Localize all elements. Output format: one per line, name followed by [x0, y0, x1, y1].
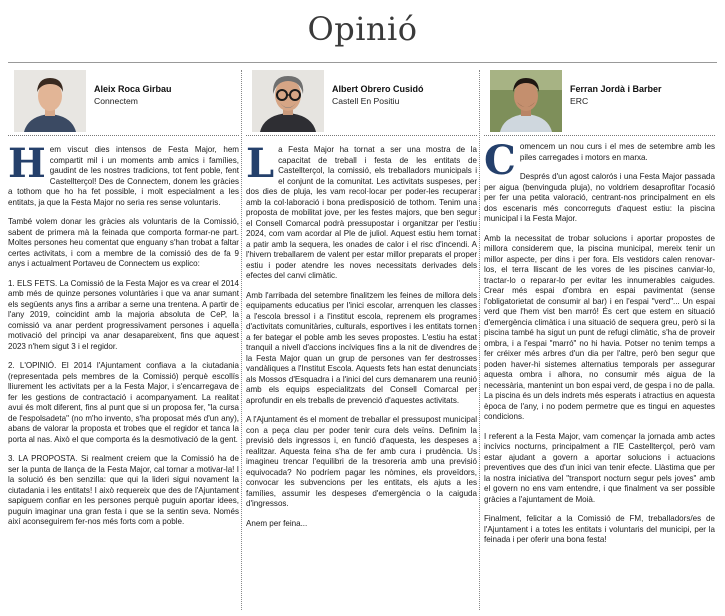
author-portrait-icon: [14, 70, 86, 132]
author-photo: [14, 70, 86, 132]
paragraph: 3. LA PROPOSTA. Si realment creiem que la Comissió ha de ser la punta de llança de la Festa Major, cal tornar a motivar-la! I la solució és ben senzilla: que qui la lideri sigui novament la ciutadania i les entitats! I això requereix que des de l'Ajuntament sapiguem confiar en les persones perquè puguin aportar idees, puguin imaginar una gran festa i que se la sentin seva. Només així aconseguirem fer-nos més forts com a poble.: [8, 454, 239, 526]
paragraph: Amb la necessitat de trobar solucions i aportar propostes de millora considerem que, la piscina municipal, mereix tenir un millor aspecte, per dins i per fora. Els vestidors calen renovar-los, el terra lliscant de les vores de les piscines canviar-lo, tractar-lo o reparar-lo per evitar les innumerables caigudes. Crear més espai d'ombra en espai pavimentat (sense l'obligatorietat de consumir al bar) i en l'espai "verd"... Un espai verd que l'hem vist ben marró! És cert que estem en situació d'emergència climàtica i una situació de sequera greu, però si la piscina també ha sigut un punt de refugi climàtic, s'ha de proveir ombra, i a l'espai "marró" no hi havia. Potser no tenim temps a fer créixer més arbres d'un dia per l'altre, però ben segur que poden haver-hi sistemes alternatius temporals per assegurar aquesta ombra i alhora, no consumir més aigua de la necessària, mantenint un bon espai verd, de gespa i no de palla. La piscina és un dels indrets més esperats i atractius en aquesta època de l'any, i no podem permetre que es tingui en aquestes condicions.: [484, 233, 715, 421]
opinion-column-castell-en-positiu: [246, 70, 477, 610]
author-portrait-icon: [252, 70, 324, 132]
opinion-column-erc: [484, 70, 715, 610]
paragraph: Finalment, felicitar a la Comissió de FM, treballadors/es de l'Ajuntament i a totes les entitats i voluntaris del municipi, per la feinada i per oferir una bona festa!: [484, 514, 715, 544]
column-divider: [479, 70, 480, 610]
author-photo: [252, 70, 324, 132]
page-title: Opinió: [307, 10, 418, 48]
paragraph: La Festa Major ha tornat a ser una mostra de la capacitat de treball i festa de les entitats de Castellterçol, la comissió, els treballadors municipals i el conjunt de la comunitat. Les activitats suspeses, per dos dies de pluja, les vam recol·locar per poder-les recuperar amb la col·laboració i bona predisposició de tothom. Tenim una proposta de mobilitat jove, per les festes majors, que ben segur el Consell Comarcal podrà pressupostar i organitzar per l'estiu 2024, com vam acordar al Ple de juliol. Aquest estiu hem tornat a patir amb la sequera, les onades de calor i el risc d'incendi. A l'hivern treballarem de valent per estar millor preparats el proper estiu i poder atendre les noves necessitats derivades dels efectes del canvi climàtic.: [246, 140, 477, 280]
dropcap: L: [246, 140, 275, 187]
paragraph: I referent a la Festa Major, vam començar la jornada amb actes incívics nocturns, principalment a l'IE Castellterçol, però vam estar ajudant a govern a aportar solucions i actuacions preventives que des d'un inici van tenir efecte. Llàstima que per la nostra iniciativa del "transport nocturn segur pels joves" amb el govern no ens vam entendre, i que finalment va ser possible gràcies a l'ajuntament de Moià.: [484, 431, 715, 504]
author-photo: [490, 70, 562, 132]
paragraph: 2. L'OPINIÓ. El 2014 l'Ajuntament confiava a la ciutadania (representada pels membres de la Comissió) perquè escollís lliurement les activitats per a la Festa Major, i s'encarregava de fer les gestions de contractació i acompanyament. La realitat avui és molt diferent, fins al punt que si un proposa fer, "la cursa de l'espolsadeta" (no m'ho invento, s'ha proposat més d'un any), abans de valorar la proposta et trobes que el regidor et tanca la porta al nas. Això el que comporta és la desmotivació de la gent.: [8, 361, 239, 444]
author-portrait-icon: [490, 70, 562, 132]
author-party: Connectem: [94, 96, 138, 106]
dropcap: C: [484, 137, 516, 184]
opinion-column-connectem: [8, 70, 239, 610]
article-body: [484, 136, 715, 546]
author-header: [484, 70, 715, 136]
paragraph: Anem per feina...: [246, 518, 308, 528]
author-name: Aleix Roca Girbau: [94, 84, 172, 94]
paragraph: També volem donar les gràcies als voluntaris de la Comissió, sabent de primera mà la feinada que comporta formar-ne part. Moltes persones heu comentat que enguany s'han trobat a faltar certes activitats, i com a membre de la comissió des de fa 9 anys i actualment Portaveu de Connectem us explico:: [8, 217, 239, 268]
author-name: Albert Obrero Cusidó: [332, 84, 424, 94]
author-name: Ferran Jordà i Barber: [570, 84, 662, 94]
paragraph: Després d'un agost calorós i una Festa Major passada per aigua (benvinguda pluja), no voldriem desaprofitar l'ocasió per fer una petita valoració, centrant-nos principalment en els dos escenaris més concorreguts d'aquest estiu: la piscina municipal i la Festa Major.: [484, 172, 715, 223]
author-party: Castell En Positiu: [332, 96, 400, 106]
column-divider: [241, 70, 242, 610]
paragraph: 1. ELS FETS. La Comissió de la Festa Major es va crear el 2014 amb més de quinze persones voluntàries i que va anar sumant els següents anys fins a arribar a serne una trentena. A partir de l'any 2019, coincidint amb la majoria absoluta de CeP, la comissió va anar perdent progressivament persones i aquella motivació del principi va anar desapareixent, fins que aquest 2023 n'hem sigut 3 i el regidor.: [8, 278, 239, 351]
paragraph: Hem viscut dies intensos de Festa Major, hem compartit mil i un moments amb amics i famílies, gaudint de les nostres tradicions, tot fent poble, fent Castellterçol! Des de Connectem, donem les gràcies a tothom que ho ha fet possible, i molt especialment a les entitats, ja que la Festa Major no seria res sense voluntaris.: [8, 140, 239, 207]
title-rule: [8, 62, 717, 63]
article-body: [8, 136, 239, 528]
author-header: [8, 70, 239, 136]
paragraph: A l'Ajuntament és el moment de treballar el pressupost municipal con a peça clau per poder tenir cura dels veïns. Definim la previsió dels ingressos i, en funció d'aquesta, les despeses a realitzar. Aquesta feina s'ha de fer amb cura i prudència. Us imagineu trencar l'equilibri de la tresoreria amb una previsió equivocada? No podríem pagar les nòmines, els proveïdors, convocar les subvencions per les entitats, els ajuts a les famílies, assumir les despeses d'emergència o la caiguda d'ingressos.: [246, 415, 477, 508]
article-body: [246, 136, 477, 529]
author-header: [246, 70, 477, 136]
author-party: ERC: [570, 96, 589, 106]
paragraph: Amb l'arribada del setembre finalitzem les feines de millora dels equipaments educatius per l'inici escolar, arrenquen les classes a l'escola bressol i a l'institut escola, reprenem els programes d'activitats comunitàries, culturals, esportives i les entitats tornen a fer bategar el poble amb les seves propostes. L'estiu ha estat tranquil a nivell d'accions incíviques fins a la nit de divendres de la Festa Major quan un grup de persones van fer destrosses vandàliques a l'Institut Escola. Aquests fets han estat denunciats als Mossos d'Esquadra i a l'inici del curs demanarem una reunió amb els equips especialitzats del Consell Comarcal per aprofundir en els treballs de prevenció d'aquestes activitats.: [246, 290, 477, 405]
dropcap: H: [8, 140, 46, 187]
paragraph: Comencem un nou curs i el mes de setembre amb les piles carregades i motors en marxa.: [484, 137, 715, 184]
